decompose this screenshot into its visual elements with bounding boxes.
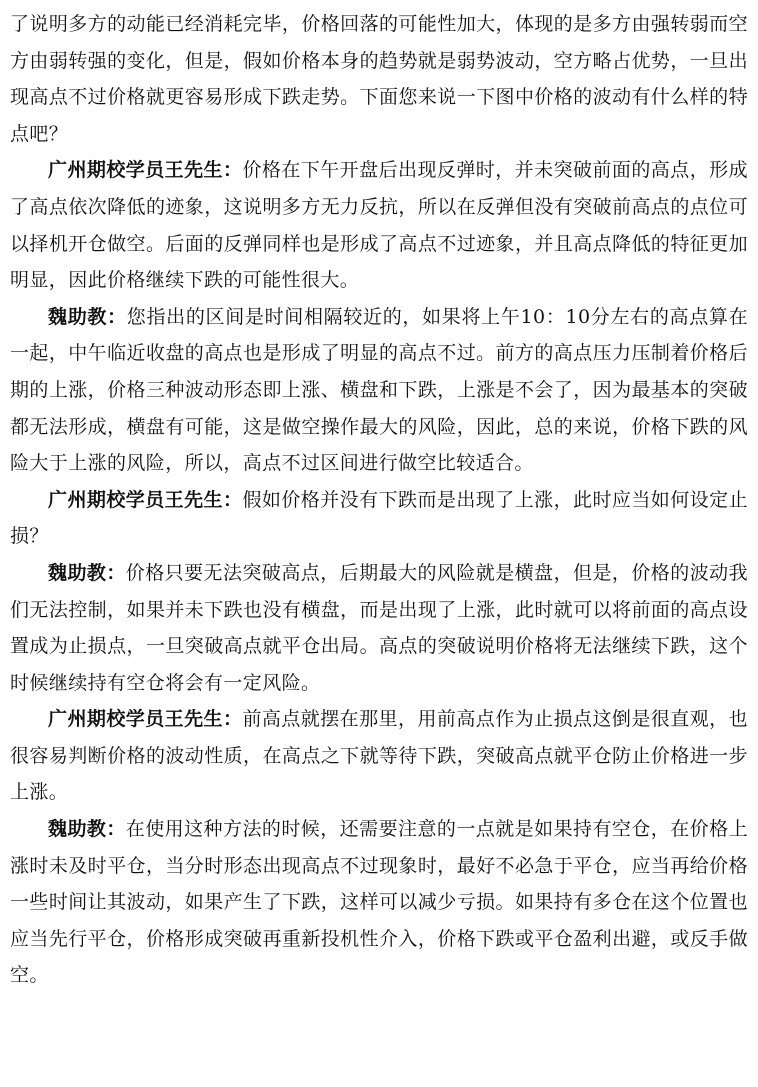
paragraph-text: 您指出的区间是时间相隔较近的，如果将上午10：10分左右的高点算在一起，中午临近收盘的高点也是形成了明显的高点不过。前方的高点压力压制着价格后期的上涨，价格三种波动形态即上涨、横盘和下跌，上涨是不会了，因为最基本的突破都无法形成，横盘有可能，这是做空操作最大的风险，因此，总的来说，价格下跌的风险大于上涨的风险，所以，高点不过区间进行做空比较适合。: [10, 305, 748, 475]
paragraph-text: 假如价格并没有下跌而是出现了上涨，此时应当如何设定止损？: [10, 488, 748, 548]
paragraph-text: 价格在下午开盘后出现反弹时，并未突破前面的高点，形成了高点依次降低的迹象，这说明多方无力反抗，所以在反弹但没有突破前高点的点位可以择机开仓做空。后面的反弹同样也是形成了高点不过迹象，并且高点降低的特征更加明显，因此价格继续下跌的可能性很大。: [10, 159, 748, 292]
paragraph-student-2: [10, 482, 748, 555]
speaker-label: 魏助教：: [48, 818, 126, 841]
paragraph-text: 前高点就摆在那里，用前高点作为止损点这倒是很直观，也很容易判断价格的波动性质，在高点之下就等待下跌，突破高点就平仓防止价格进一步上涨。: [10, 708, 748, 804]
paragraph-student-3: [10, 701, 748, 811]
paragraph-text: 在使用这种方法的时候，还需要注意的一点就是如果持有空仓，在价格上涨时未及时平仓，当分时形态出现高点不过现象时，最好不必急于平仓，应当再给价格一些时间让其波动，如果产生了下跌，这样可以减少亏损。如果持有多仓在这个位置也应当先行平仓，价格形成突破再重新投机性介入，价格下跌或平仓盈利出避，或反手做空。: [10, 818, 748, 987]
speaker-label: 广州期校学员王先生：: [48, 708, 243, 731]
speaker-label: 广州期校学员王先生：: [48, 159, 243, 182]
speaker-label: 广州期校学员王先生：: [48, 488, 243, 511]
speaker-label: 魏助教：: [48, 305, 127, 328]
paragraph-assistant-1: [10, 299, 748, 482]
paragraph-intro-continued: [10, 6, 748, 152]
speaker-label: 魏助教：: [48, 561, 126, 584]
paragraph-text: 价格只要无法突破高点，后期最大的风险就是横盘，但是，价格的波动我们无法控制，如果并未下跌也没有横盘，而是出现了上涨，此时就可以将前面的高点设置成为止损点，一旦突破高点就平仓出局。高点的突破说明价格将无法继续下跌，这个时候继续持有空仓将会有一定风险。: [10, 561, 748, 694]
paragraph-assistant-2: [10, 555, 748, 701]
paragraph-student-1: [10, 152, 748, 298]
paragraph-assistant-3: [10, 811, 748, 994]
paragraph-text: 了说明多方的动能已经消耗完毕，价格回落的可能性加大，体现的是多方由强转弱而空方由弱转强的变化，但是，假如价格本身的趋势就是弱势波动，空方略占优势，一旦出现高点不过价格就更容易形成下跌走势。下面您来说一下图中价格的波动有什么样的特点吧？: [10, 13, 748, 145]
